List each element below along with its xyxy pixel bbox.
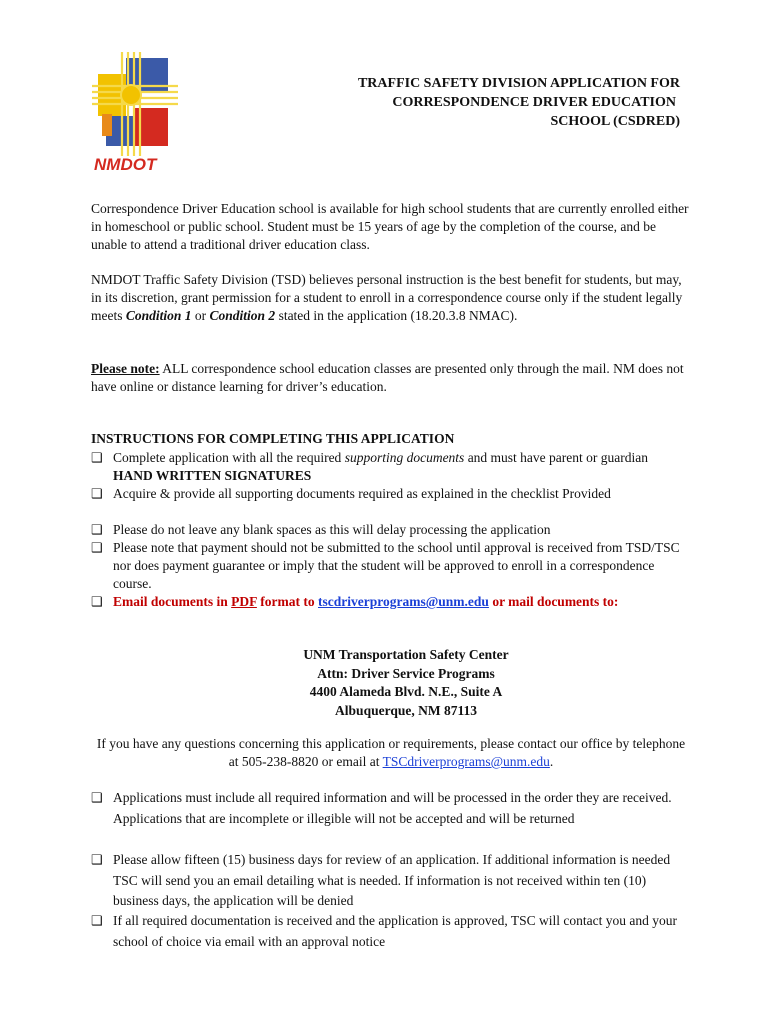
pdf-format: PDF — [231, 594, 257, 609]
instruction-item-5: Email documents in PDF format to tscdriverprograms@unm.edu or mail documents to: — [113, 594, 619, 609]
checkbox-icon: ❑ — [91, 852, 103, 867]
page-title — [300, 74, 680, 131]
instruction-item-3: Please do not leave any blank spaces as this will delay processing the application — [113, 522, 551, 537]
condition-1: Condition 1 — [125, 308, 192, 323]
intro-paragraph-2: NMDOT Traffic Safety Division (TSD) believes personal instruction is the best benefit for students, but may, in its discretion, grant permission for a student to enroll in a correspondence course only if the student legally meets Condition 1 or Condition 2 stated in the application (18.20.3.8 NMAC). — [91, 272, 683, 323]
logo-text: NMDOT — [94, 155, 157, 174]
please-note-text: ALL correspondence school education classes are presented only through the mail. NM does not have online or distance learning for driver’s education. — [91, 361, 684, 394]
note-item-2: Please allow fifteen (15) business days for review of an application. If additional information is needed TSC will send you an email detailing what is needed. If information is not received within ten (10) business days, the application will be denied — [113, 852, 671, 908]
please-note-label: Please note: — [91, 361, 160, 376]
checkbox-icon: ❑ — [91, 450, 103, 465]
note-item-1: Applications must include all required information and will be processed in the order they are received. Applications that are incomplete or illegible will not be accepted and will be returned — [113, 790, 672, 826]
checkbox-icon: ❑ — [91, 594, 103, 609]
title-line-1: TRAFFIC SAFETY DIVISION APPLICATION FOR — [357, 76, 680, 91]
condition-2: Condition 2 — [209, 308, 276, 323]
nmdot-logo — [92, 52, 182, 176]
title-line-3: SCHOOL (CSDRED) — [550, 114, 680, 129]
checkbox-icon: ❑ — [91, 540, 103, 555]
mailing-address: UNM Transportation Safety Center Attn: Driver Service Programs 4400 Alameda Blvd. N.E., Suite A Albuquerque, NM 87113 — [303, 647, 509, 718]
checkbox-icon: ❑ — [91, 486, 103, 501]
email-link-instructions[interactable]: tscdriverprograms@unm.edu — [318, 594, 489, 609]
note-item-3: If all required documentation is received and the application is approved, TSC will contact you and your school of choice via email with an approval notice — [113, 913, 677, 949]
title-line-2: CORRESPONDENCE DRIVER EDUCATION — [392, 95, 676, 110]
email-link-contact[interactable]: TSCdriverprograms@unm.edu — [382, 754, 550, 769]
zia-sun-logo-icon — [92, 52, 182, 176]
instruction-item-2: Acquire & provide all supporting documents required as explained in the checklist Provided — [113, 486, 611, 501]
please-note — [91, 360, 691, 396]
checkbox-icon: ❑ — [91, 790, 103, 805]
instruction-item-1: Complete application with all the required supporting documents and must have parent or guardian HAND WRITTEN SIGNATURES — [113, 450, 648, 483]
contact-info: If you have any questions concerning this application or requirements, please contact our office by telephone at 505-238-8820 or email at TSCdriverprograms@unm.edu. — [96, 736, 686, 769]
checkbox-icon: ❑ — [91, 913, 103, 928]
instructions-heading: INSTRUCTIONS FOR COMPLETING THIS APPLICATION — [91, 431, 455, 446]
intro-paragraph-1: Correspondence Driver Education school is available for high school students that are currently enrolled either in homeschool or public school. Student must be 15 years of age by the completion of the course, and be unable to attend a traditional driver education class. — [91, 201, 689, 252]
instruction-item-4: Please note that payment should not be submitted to the school until approval is received from TSD/TSC nor does payment guarantee or imply that the student will be approved to enroll in a correspondence course. — [113, 540, 680, 591]
checkbox-icon: ❑ — [91, 522, 103, 537]
